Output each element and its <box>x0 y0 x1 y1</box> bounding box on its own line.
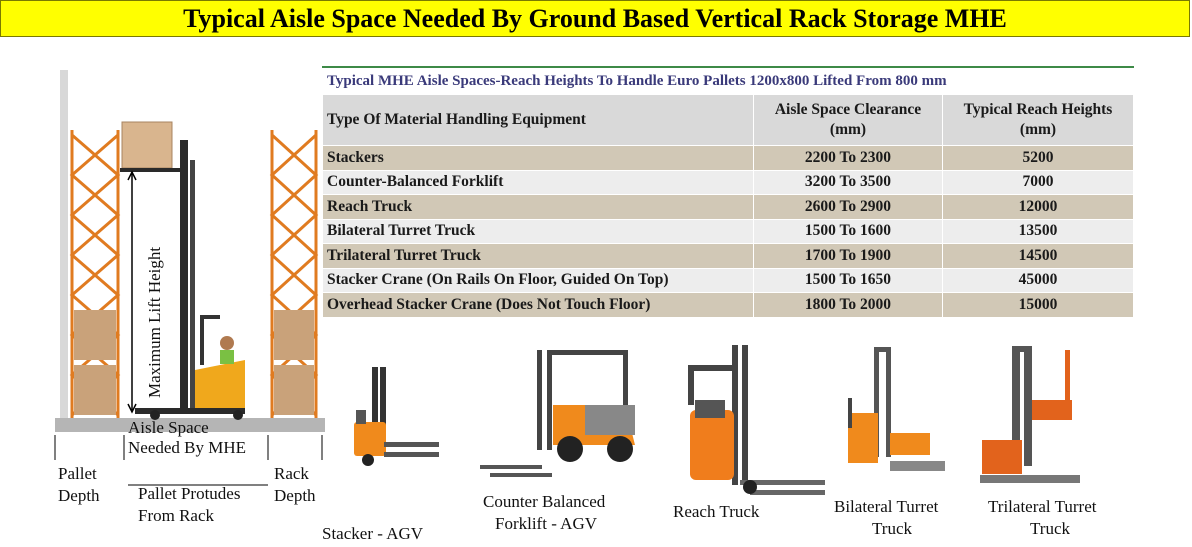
protrudes-dimension <box>128 480 268 490</box>
aisle-space-table <box>322 66 1134 322</box>
rack-depth-label-1: Rack <box>274 464 309 483</box>
stacker-agv-caption: Stacker - AGV <box>322 524 424 543</box>
cell-equipment: Reach Truck <box>323 195 754 220</box>
table-row <box>323 219 1134 244</box>
table-row <box>323 244 1134 269</box>
pallet-protrudes-label-1: Pallet Protudes <box>138 484 241 503</box>
left-pallet-upper <box>74 310 116 360</box>
mast <box>180 140 188 410</box>
cell-reach: 45000 <box>943 268 1134 293</box>
counter-balanced-forklift-image <box>475 345 645 485</box>
rack-aisle-diagram <box>40 60 330 460</box>
title-bar <box>0 0 1190 37</box>
cell-aisle: 1800 To 2000 <box>754 293 943 318</box>
table-row <box>323 293 1134 318</box>
header-equipment: Type Of Material Handling Equipment <box>323 95 754 146</box>
cell-reach: 14500 <box>943 244 1134 269</box>
header-reach-line2: (mm) <box>1019 121 1057 138</box>
lifted-pallet <box>122 122 172 168</box>
cell-reach: 7000 <box>943 170 1134 195</box>
header-aisle-space <box>754 95 943 146</box>
counter-balanced-caption-2: Forklift - AGV <box>495 514 597 533</box>
header-aisle-line1: Aisle Space Clearance <box>774 101 922 118</box>
aisle-space-label-1: Aisle Space <box>128 418 209 437</box>
cell-reach: 12000 <box>943 195 1134 220</box>
reach-truck-caption: Reach Truck <box>673 502 760 521</box>
cell-equipment: Counter-Balanced Forklift <box>323 170 754 195</box>
stacker-agv-image <box>344 362 444 472</box>
table-row <box>323 146 1134 171</box>
wheel-rear <box>233 410 243 420</box>
cell-equipment: Overhead Stacker Crane (Does Not Touch Floor) <box>323 293 754 318</box>
cell-equipment: Stacker Crane (On Rails On Floor, Guided On Top) <box>323 268 754 293</box>
cell-reach: 13500 <box>943 219 1134 244</box>
cell-aisle: 3200 To 3500 <box>754 170 943 195</box>
rack-depth-label-2: Depth <box>274 486 316 505</box>
cell-aisle: 2200 To 2300 <box>754 146 943 171</box>
table-row <box>323 268 1134 293</box>
bilateral-caption-1: Bilateral Turret <box>834 497 939 516</box>
mast-inner <box>190 160 195 410</box>
truck-body <box>195 360 245 410</box>
pallet-protrudes-label-2: From Rack <box>138 506 215 525</box>
reach-truck-image <box>680 340 830 500</box>
cell-aisle: 1700 To 1900 <box>754 244 943 269</box>
counter-balanced-caption-1: Counter Balanced <box>483 492 606 511</box>
cell-equipment: Stackers <box>323 146 754 171</box>
right-pallet-lower <box>274 365 314 415</box>
pallet-depth-label-1: Pallet <box>58 464 97 483</box>
cell-equipment: Bilateral Turret Truck <box>323 219 754 244</box>
aisle-space-label-2: Needed By MHE <box>128 438 247 457</box>
bilateral-turret-truck-image <box>840 343 950 483</box>
header-aisle-line2: (mm) <box>829 121 867 138</box>
trilateral-turret-truck-image <box>970 340 1110 490</box>
trilateral-caption-1: Trilateral Turret <box>988 497 1097 516</box>
trilateral-caption-2: Truck <box>1030 519 1070 538</box>
cell-aisle: 1500 To 1600 <box>754 219 943 244</box>
wall-post <box>60 70 68 420</box>
cell-reach: 5200 <box>943 146 1134 171</box>
bilateral-caption-2: Truck <box>872 519 912 538</box>
table-row <box>323 170 1134 195</box>
cell-aisle: 2600 To 2900 <box>754 195 943 220</box>
operator <box>220 336 234 350</box>
header-reach-line1: Typical Reach Heights <box>963 101 1113 118</box>
overhead-guard <box>200 315 204 365</box>
table-row <box>323 195 1134 220</box>
cell-equipment: Trilateral Turret Truck <box>323 244 754 269</box>
forks <box>120 168 182 172</box>
left-pallet-lower <box>74 365 116 415</box>
right-pallet-upper <box>274 310 314 360</box>
table-caption: Typical MHE Aisle Spaces-Reach Heights To Handle Euro Pallets 1200x800 Lifted From 800 mm <box>323 67 1134 95</box>
cell-reach: 15000 <box>943 293 1134 318</box>
page-title: Typical Aisle Space Needed By Ground Based Vertical Rack Storage MHE <box>183 4 1007 33</box>
header-reach-height <box>943 95 1134 146</box>
pallet-depth-label-2: Depth <box>58 486 100 505</box>
cell-aisle: 1500 To 1650 <box>754 268 943 293</box>
